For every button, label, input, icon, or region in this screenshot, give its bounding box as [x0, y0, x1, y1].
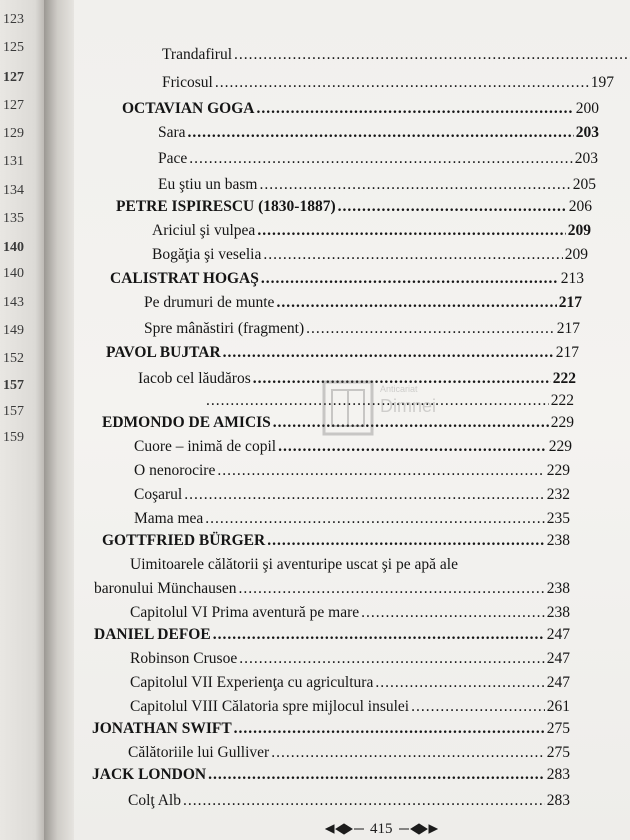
toc-author-entry	[92, 766, 570, 784]
toc-entry-title: Eu ştiu un basm	[158, 176, 258, 193]
toc-entry-title: Trandafirul	[162, 46, 233, 63]
toc-entry-page: 235	[546, 510, 570, 527]
watermark-line1: Anticariat	[380, 384, 418, 394]
left-page-number: 131	[3, 154, 24, 169]
toc-author-entry	[110, 270, 584, 288]
toc-leader-dots	[253, 370, 551, 388]
toc-leader-dots	[338, 198, 567, 216]
toc-leader-dots	[267, 532, 545, 550]
toc-entry-page: 217	[556, 320, 580, 337]
toc-page	[74, 0, 630, 840]
toc-author-entry	[94, 626, 570, 644]
toc-entry-page: 222	[552, 370, 576, 387]
toc-author-entry	[102, 414, 574, 432]
toc-entry-page: 275	[546, 744, 570, 761]
toc-leader-dots	[238, 580, 544, 598]
left-page-number: 127	[3, 70, 24, 85]
toc-entry-title: Robinson Crusoe	[130, 650, 238, 667]
toc-entry-page: 197	[590, 74, 614, 91]
left-page-number: 152	[3, 351, 24, 366]
left-page-number: 140	[3, 240, 24, 255]
toc-author-name: DANIEL DEFOE	[94, 626, 211, 643]
toc-author-name: GOTTFRIED BÜRGER	[102, 532, 266, 549]
toc-leader-dots	[234, 720, 545, 738]
toc-entry-page: 205	[572, 176, 596, 193]
left-page-number: 135	[3, 211, 24, 226]
toc-leader-dots	[256, 100, 573, 118]
toc-entry-page: 213	[560, 270, 584, 287]
toc-entry-page: 238	[546, 604, 570, 621]
toc-leader-dots	[278, 438, 547, 456]
toc-entry-title: Pace	[158, 150, 188, 167]
toc-entry	[130, 698, 570, 716]
toc-leader-dots	[213, 626, 545, 644]
toc-entry-page: 283	[546, 792, 570, 809]
toc-entry	[134, 510, 570, 528]
toc-entry-title: Pe drumuri de munte	[144, 294, 275, 311]
left-page-number: 123	[3, 12, 24, 27]
toc-entry-title: O nenorocire	[134, 462, 216, 479]
toc-entry	[204, 392, 574, 410]
toc-leader-dots	[239, 650, 545, 668]
watermark-line2: Dimnei	[380, 396, 437, 416]
toc-entry	[144, 320, 580, 338]
toc-entry	[152, 222, 591, 240]
toc-entry-page: 238	[546, 580, 570, 597]
toc-entry-page: 261	[546, 698, 570, 715]
toc-entry-page: 203	[574, 150, 598, 167]
toc-author-entry	[122, 100, 599, 118]
toc-author-entry	[92, 720, 570, 738]
toc-entry-title: Mama mea	[134, 510, 204, 527]
toc-entry	[130, 604, 570, 622]
toc-entry	[162, 74, 614, 92]
left-page-number: 140	[3, 266, 24, 281]
toc-leader-dots	[276, 294, 556, 312]
toc-entry-page: 247	[546, 626, 570, 643]
left-page-number: 143	[3, 295, 24, 310]
toc-author-entry	[106, 344, 579, 362]
left-page-number: 157	[3, 404, 24, 419]
toc-author-name: PAVOL BUJTAR	[106, 344, 221, 361]
toc-entry-title: Capitolul VI Prima aventură pe mare	[130, 604, 360, 621]
toc-leader-dots	[189, 150, 572, 168]
table-of-contents	[74, 0, 630, 840]
toc-leader-dots	[261, 270, 559, 288]
toc-leader-dots	[223, 344, 554, 362]
toc-entry-page: 229	[550, 414, 574, 431]
toc-entry-title: Cuore – inimă de copil	[134, 438, 277, 455]
toc-entry	[152, 246, 588, 264]
left-page-number: 134	[3, 183, 24, 198]
toc-entry-title: Iacob cel lăudăros	[138, 370, 251, 387]
toc-leader-dots	[183, 792, 545, 810]
toc-leader-dots	[259, 176, 570, 194]
toc-leader-dots	[205, 510, 544, 528]
toc-entry-page: 247	[546, 674, 570, 691]
toc-leader-dots	[217, 462, 544, 480]
page-number: 415	[370, 820, 393, 837]
toc-leader-dots	[206, 392, 549, 410]
toc-leader-dots	[184, 486, 545, 504]
toc-entry-title: Coşarul	[134, 486, 183, 503]
toc-entry-title: Spre mânăstiri (fragment)	[144, 320, 305, 337]
ornament-left-icon	[324, 823, 366, 835]
toc-entry-title: Colţ Alb	[128, 792, 181, 809]
left-page-number: 129	[3, 126, 24, 141]
toc-entry-page: 217	[558, 294, 582, 311]
toc-entry-page: 217	[555, 344, 579, 361]
toc-entry-title: Fricosul	[162, 74, 213, 91]
toc-entry	[130, 650, 570, 668]
toc-entry	[158, 124, 599, 142]
toc-entry-page: 200	[575, 100, 599, 117]
toc-entry-page: 232	[546, 486, 570, 503]
toc-author-entry	[116, 198, 592, 216]
book-gutter	[44, 0, 74, 840]
left-page-number: 157	[3, 378, 24, 393]
toc-leader-dots	[257, 222, 565, 240]
toc-entry	[158, 150, 598, 168]
toc-entry-page: 209	[564, 246, 588, 263]
toc-entry-page: 247	[546, 650, 570, 667]
toc-entry-page: 238	[546, 532, 570, 549]
toc-entry	[128, 792, 570, 810]
toc-entry-page: 275	[546, 720, 570, 737]
toc-entry	[134, 486, 570, 504]
toc-entry	[144, 294, 582, 312]
toc-author-name: JACK LONDON	[92, 766, 207, 783]
toc-entry	[134, 438, 572, 456]
left-page-number: 149	[3, 323, 24, 338]
toc-entry-title: Sara	[158, 124, 186, 141]
toc-entry	[158, 176, 596, 194]
toc-entry	[134, 462, 570, 480]
toc-leader-dots	[234, 46, 630, 64]
toc-author-name: OCTAVIAN GOGA	[122, 100, 255, 117]
toc-leader-dots	[411, 698, 545, 716]
toc-leader-dots	[271, 744, 545, 762]
toc-entry-page: 209	[567, 222, 591, 239]
toc-entry-title: Ariciul şi vulpea	[152, 222, 256, 239]
toc-leader-dots	[215, 74, 589, 92]
toc-entry	[94, 580, 570, 598]
toc-author-name: JONATHAN SWIFT	[92, 720, 232, 737]
toc-entry-page: 229	[546, 462, 570, 479]
toc-leader-dots	[208, 766, 545, 784]
toc-leader-dots	[273, 414, 549, 432]
left-page-number: 125	[3, 40, 24, 55]
toc-leader-dots	[188, 124, 574, 142]
toc-entry-page: 222	[550, 392, 574, 409]
toc-entry-page: 203	[575, 124, 599, 141]
toc-author-name: CALISTRAT HOGAŞ	[110, 270, 259, 287]
toc-entry	[128, 744, 570, 762]
page-footer	[324, 819, 439, 839]
toc-entry-page: 229	[548, 438, 572, 455]
toc-author-entry	[102, 532, 570, 550]
left-page-edge	[0, 0, 44, 840]
toc-entry-title: Capitolul VIII Călatoria spre mijlocul insulei	[130, 698, 410, 715]
toc-leader-dots	[306, 320, 555, 338]
toc-entry-title: Capitolul VII Experienţa cu agricultura	[130, 674, 374, 691]
toc-entry-title: Bogăţia şi veselia	[152, 246, 262, 263]
toc-entry-page: 283	[546, 766, 570, 783]
toc-entry-page: 206	[568, 198, 592, 215]
toc-entry	[162, 46, 630, 64]
toc-leader-dots	[361, 604, 545, 622]
toc-author-name: EDMONDO DE AMICIS	[102, 414, 271, 431]
left-page-number: 159	[3, 430, 24, 445]
toc-leader-dots	[375, 674, 544, 692]
toc-entry	[130, 674, 570, 692]
toc-entry-title: Călătoriile lui Gulliver	[128, 744, 270, 761]
toc-entry-title: baronului Münchausen	[94, 580, 237, 597]
left-page-number: 127	[3, 98, 24, 113]
ornament-right-icon	[397, 823, 439, 835]
toc-entry	[138, 370, 576, 388]
toc-author-name: PETRE ISPIRESCU (1830-1887)	[116, 198, 336, 215]
toc-entry-title: Uimitoarele călătorii şi aventuripe uscat şi pe apă ale	[130, 556, 458, 573]
toc-leader-dots	[263, 246, 562, 264]
